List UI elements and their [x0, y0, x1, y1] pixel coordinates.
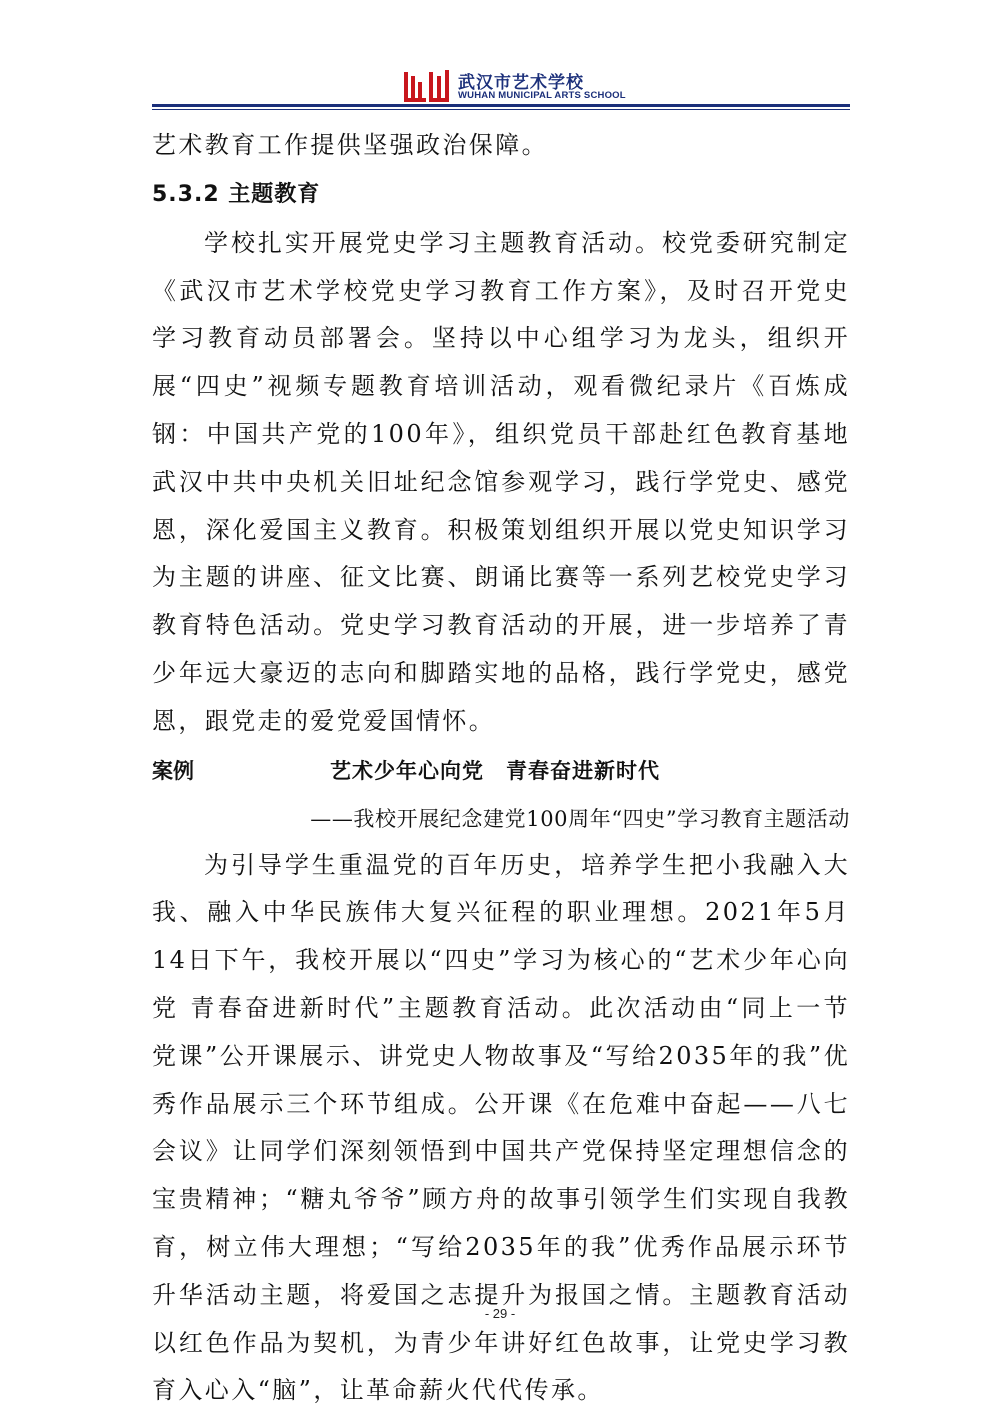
- school-name-en: WUHAN MUNICIPAL ARTS SCHOOL: [458, 90, 626, 101]
- section-heading: 5.3.2 主题教育: [152, 181, 321, 207]
- school-logo-icon: [402, 68, 452, 106]
- page-header: [152, 60, 850, 110]
- body-paragraph-2: 为引导学生重温党的百年历史，培养学生把小我融入大我、融入中华民族伟大复兴征程的职业理想。2021年5月14日下午，我校开展以“四史”学习为核心的“艺术少年心向党 青春奋进新时代”主题教育活动。此次活动由“同上一节党课”公开课展示、讲党史人物故事及“写给2035年的我”优秀作品展示三个环节组成。公开课《在危难中奋起——八七会议》让同学们深刻领悟到中国共产党保持坚定理想信念的宝贵精神；“糖丸爷爷”顾方舟的故事引领学生们实现自我教育，树立伟大理想；“写给2035年的我”优秀作品展示环节升华活动主题，将爱国之志提升为报国之情。主题教育活动以红色作品为契机，为青少年讲好红色故事，让党史学习教育入心入“脑”，让革命薪火代代传承。: [152, 850, 850, 1405]
- case-heading: 艺术少年心向党 青春奋进新时代: [330, 758, 660, 783]
- case-title-row: [152, 746, 850, 796]
- page-number: - 29 -: [484, 1306, 516, 1321]
- header-rule-thick: [152, 104, 850, 107]
- page-content: [152, 122, 850, 1415]
- school-name-cn: 武汉市艺术学校: [458, 73, 584, 93]
- header-rule-thin: [152, 109, 850, 110]
- continuation-paragraph: 艺术教育工作提供坚强政治保障。: [152, 131, 548, 159]
- body-paragraph-1: 学校扎实开展党史学习主题教育活动。校党委研究制定《武汉市艺术学校党史学习教育工作方案》，及时召开党史学习教育动员部署会。坚持以中心组学习为龙头，组织开展“四史”视频专题教育培训活动，观看微纪录片《百炼成钢：中国共产党的100年》，组织党员干部赴红色教育基地武汉中共中央机关旧址纪念馆参观学习，践行学党史、感党恩，深化爱国主义教育。积极策划组织开展以党史知识学习为主题的讲座、征文比赛、朗诵比赛等一系列艺校党史学习教育特色活动。党史学习教育活动的开展，进一步培养了青少年远大豪迈的志向和脚踏实地的品格，践行学党史，感党恩，跟党走的爱党爱国情怀。: [152, 228, 850, 735]
- school-logo: [402, 68, 626, 108]
- case-subtitle: ——我校开展纪念建党100周年“四史”学习教育主题活动: [310, 806, 850, 831]
- case-label: 案例: [152, 758, 194, 783]
